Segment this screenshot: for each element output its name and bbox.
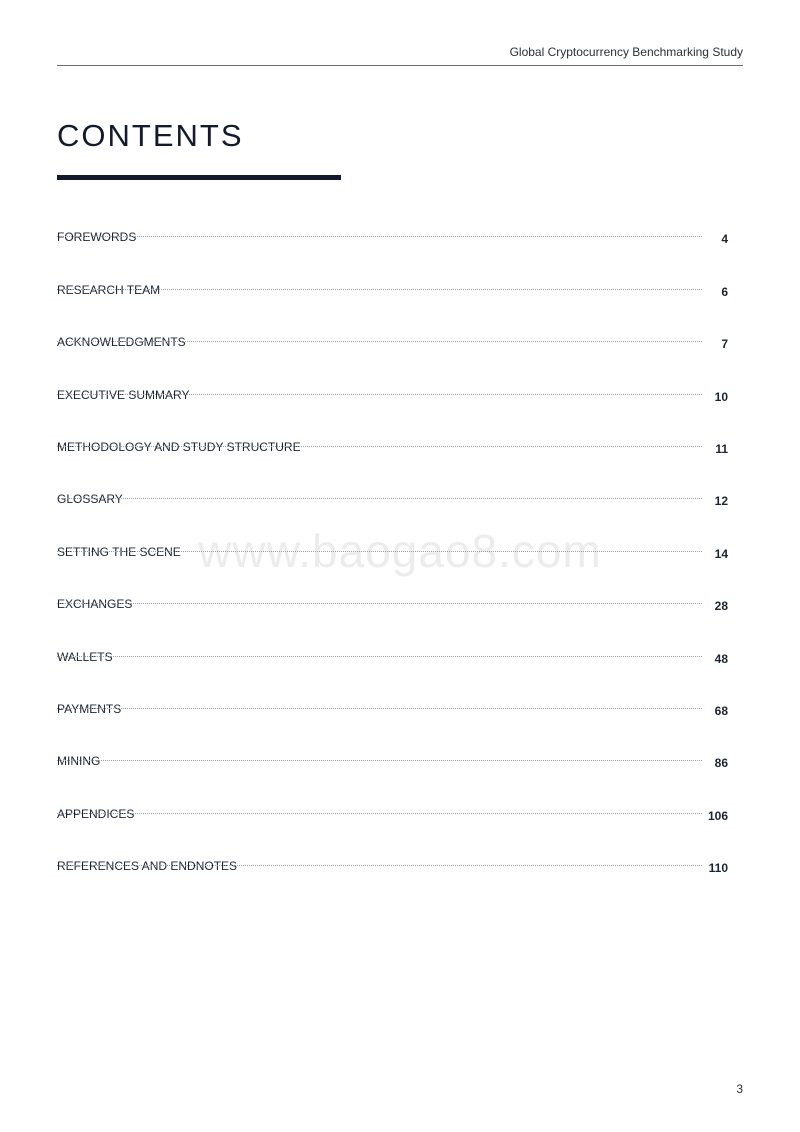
toc-entry-page: 106 [707, 808, 728, 823]
toc-entry-glossary[interactable] [57, 462, 728, 514]
toc-entry-label: METHODOLOGY AND STUDY STRUCTURE [57, 439, 301, 454]
toc-entry-label: EXCHANGES [57, 597, 133, 612]
toc-dot-leader [57, 656, 702, 657]
toc-dot-leader [57, 289, 702, 290]
toc-entry-label: PAYMENTS [57, 701, 122, 716]
toc-entry-page: 4 [721, 232, 728, 247]
toc-entry-executive-summary[interactable] [57, 357, 728, 409]
toc-entry-page: 6 [721, 284, 728, 299]
toc-entry-forewords[interactable] [57, 200, 728, 252]
toc-entry-page: 7 [721, 337, 728, 352]
toc-entry-label: GLOSSARY [57, 492, 123, 507]
watermark: www.baogao8.com [198, 525, 602, 577]
toc-entry-page: 12 [714, 494, 728, 509]
toc-entry-page: 10 [714, 389, 728, 404]
toc-entry-page: 28 [714, 599, 728, 614]
running-header: Global Cryptocurrency Benchmarking Study [509, 45, 743, 59]
toc-entry-label: EXECUTIVE SUMMARY [57, 387, 190, 402]
page-number: 3 [736, 1082, 743, 1096]
toc-entry-page: 68 [714, 703, 728, 718]
toc-dot-leader [57, 708, 702, 709]
toc-dot-leader [57, 446, 702, 447]
toc-entry-references[interactable] [57, 829, 728, 881]
toc-entry-label: APPENDICES [57, 806, 135, 821]
toc-entry-label: SETTING THE SCENE [57, 544, 181, 559]
toc-entry-payments[interactable] [57, 672, 728, 724]
toc-dot-leader [57, 603, 702, 604]
toc-entry-methodology[interactable] [57, 410, 728, 462]
toc-entry-mining[interactable] [57, 724, 728, 776]
toc-entry-page: 14 [714, 546, 728, 561]
toc-dot-leader [57, 813, 702, 814]
toc-dot-leader [57, 760, 702, 761]
page-title: CONTENTS [57, 118, 244, 153]
toc-entry-page: 48 [714, 651, 728, 666]
toc-dot-leader [57, 865, 702, 866]
toc-entry-label: RESEARCH TEAM [57, 282, 161, 297]
toc-entry-acknowledgments[interactable] [57, 305, 728, 357]
toc-entry-label: REFERENCES AND ENDNOTES [57, 859, 238, 874]
toc-dot-leader [57, 236, 702, 237]
toc-entry-label: ACKNOWLEDGMENTS [57, 335, 186, 350]
toc-entry-page: 11 [715, 441, 728, 456]
toc-entry-research-team[interactable] [57, 252, 728, 304]
toc-entry-page: 86 [714, 756, 728, 771]
toc-entry-label: MINING [57, 754, 101, 769]
toc-entry-appendices[interactable] [57, 776, 728, 828]
toc-entry-wallets[interactable] [57, 619, 728, 671]
toc-entry-label: FOREWORDS [57, 230, 137, 245]
heading-underline-bar [57, 175, 341, 180]
toc-entry-label: WALLETS [57, 649, 113, 664]
toc-dot-leader [57, 394, 702, 395]
header-rule [57, 65, 743, 66]
toc-dot-leader [57, 341, 702, 342]
toc-entry-page: 110 [708, 861, 728, 876]
toc-dot-leader [57, 498, 702, 499]
